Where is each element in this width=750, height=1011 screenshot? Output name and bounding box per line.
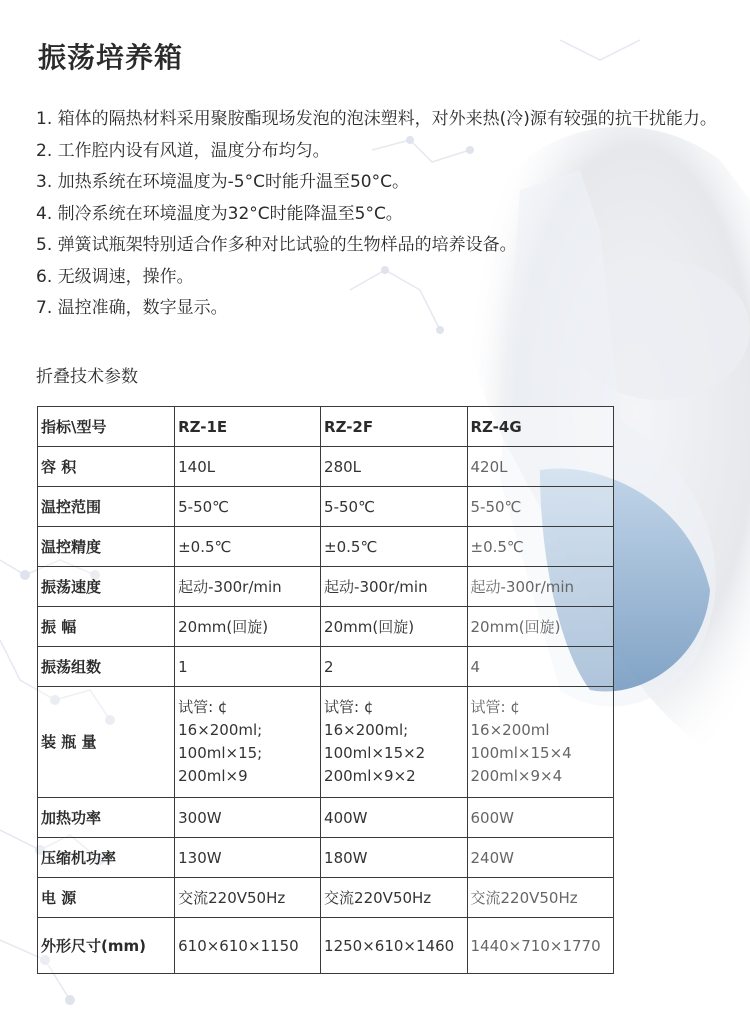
- table-cell: 5-50℃: [321, 487, 467, 527]
- row-label-cell: 容 积: [38, 447, 175, 487]
- header-cell: RZ-1E: [175, 407, 321, 447]
- row-label-cell: 振荡速度: [38, 567, 175, 607]
- table-cell: 300W: [175, 798, 321, 838]
- table-cell: 1: [175, 647, 321, 687]
- feature-item: 1. 箱体的隔热材料采用聚胺酯现场发泡的泡沫塑料，对外来热(冷)源有较强的抗干扰能力。: [36, 109, 717, 129]
- table-header-row: [38, 407, 614, 447]
- feature-item: 2. 工作腔内设有风道，温度分布均匀。: [36, 140, 330, 161]
- table-row: [38, 607, 614, 647]
- table-cell: 610×610×1150: [175, 918, 321, 974]
- table-row: [38, 647, 614, 687]
- row-label-cell: 温控精度: [38, 527, 175, 567]
- table-cell: ±0.5℃: [321, 527, 467, 567]
- header-cell: RZ-2F: [321, 407, 467, 447]
- table-cell: 试管: ¢ 16×200ml; 100ml×15; 200ml×9: [175, 687, 321, 798]
- table-cell: 420L: [467, 447, 614, 487]
- table-row: [38, 447, 614, 487]
- table-cell: 5-50℃: [467, 487, 614, 527]
- feature-list: [36, 104, 736, 325]
- table-cell: 交流220V50Hz: [321, 878, 467, 918]
- table-cell: 180W: [321, 838, 467, 878]
- table-cell: 280L: [321, 447, 467, 487]
- table-row: [38, 527, 614, 567]
- table-row: [38, 567, 614, 607]
- header-cell: RZ-4G: [467, 407, 614, 447]
- table-cell: 交流220V50Hz: [175, 878, 321, 918]
- table-cell: 起动-300r/min: [467, 567, 614, 607]
- table-cell: 20mm(回旋): [175, 607, 321, 647]
- row-label-cell: 加热功率: [38, 798, 175, 838]
- table-cell: 2: [321, 647, 467, 687]
- table-cell: 140L: [175, 447, 321, 487]
- section-heading-specs: 折叠技术参数: [36, 367, 138, 387]
- feature-item: 4. 制冷系统在环境温度为32°C时能降温至5°C。: [36, 203, 403, 224]
- feature-item: 3. 加热系统在环境温度为-5°C时能升温至50°C。: [36, 172, 409, 192]
- table-row: [38, 878, 614, 918]
- table-cell: 交流220V50Hz: [467, 878, 614, 918]
- row-label-cell: 电 源: [38, 878, 175, 918]
- row-label-cell: 外形尺寸(mm): [38, 918, 175, 974]
- row-label-cell: 压缩机功率: [38, 838, 175, 878]
- feature-item: 5. 弹簧试瓶架特别适合作多种对比试验的生物样品的培养设备。: [36, 235, 517, 255]
- table-row: [38, 838, 614, 878]
- table-cell: 400W: [321, 798, 467, 838]
- table-cell: 20mm(回旋): [467, 607, 614, 647]
- table-row: [38, 918, 614, 974]
- table-row: [38, 798, 614, 838]
- spec-table: [37, 406, 614, 974]
- table-cell: 5-50℃: [175, 487, 321, 527]
- table-cell: 20mm(回旋): [321, 607, 467, 647]
- page-title: 振荡培养箱: [38, 41, 184, 74]
- table-cell: 600W: [467, 798, 614, 838]
- table-cell: 起动-300r/min: [175, 567, 321, 607]
- table-cell: 240W: [467, 838, 614, 878]
- table-cell: 1440×710×1770: [467, 918, 614, 974]
- table-cell: ±0.5℃: [467, 527, 614, 567]
- table-cell: 试管: ¢ 16×200ml 100ml×15×4 200ml×9×4: [467, 687, 614, 798]
- feature-item: 7. 温控准确，数字显示。: [36, 298, 228, 318]
- table-cell: 130W: [175, 838, 321, 878]
- table-row: [38, 687, 614, 798]
- row-label-cell: 装 瓶 量: [38, 687, 175, 798]
- table-cell: 1250×610×1460: [321, 918, 467, 974]
- feature-item: 6. 无级调速，操作。: [36, 266, 194, 287]
- row-label-cell: 振荡组数: [38, 647, 175, 687]
- table-cell: 起动-300r/min: [321, 567, 467, 607]
- table-cell: 4: [467, 647, 614, 687]
- table-row: [38, 487, 614, 527]
- table-cell: ±0.5℃: [175, 527, 321, 567]
- row-label-cell: 温控范围: [38, 487, 175, 527]
- header-cell: 指标\型号: [38, 407, 175, 447]
- row-label-cell: 振 幅: [38, 607, 175, 647]
- table-cell: 试管: ¢ 16×200ml; 100ml×15×2 200ml×9×2: [321, 687, 467, 798]
